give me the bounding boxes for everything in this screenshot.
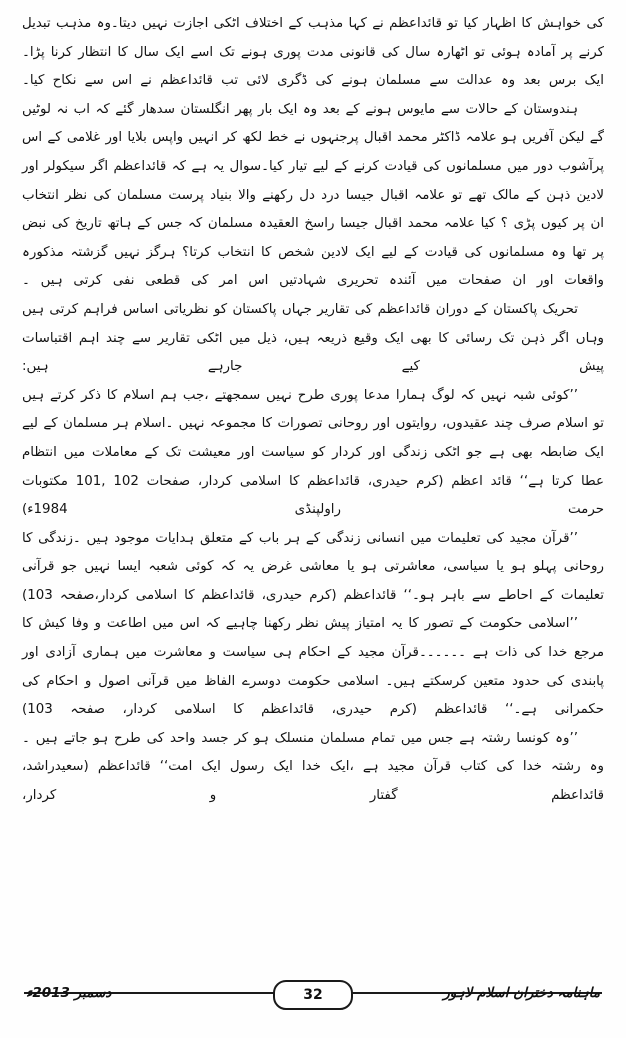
blockquote-quaid-1: ’’کوئی شبہ نہیں کہ لوگ ہمارا مدعا پوری طرح نہیں سمجھتے ،جب ہم اسلام کا ذکر کرتے ہیں تو اسلام صرف چند عقیدوں، روایتوں اور روحانی تصورات کا مجموعہ نہیں ۔اسلام ہر مسلمان کے لیے ایک ضابطہ بھی ہے جو اٹکی زندگی اور کردار کو سیاست اور معیشت تک کے معاملات میں انتظام عطا کرتا ہے‘‘ قائد اعظم (کرم حیدری، قائداعظم کا اسلامی کردار، صفحات 102 ,101 مکتوبات حرمت راولپنڈی 1984ء) [22,387,604,518]
footer-magazine-title: ماہنامہ دختران اسلام لاہور [443,985,600,1001]
page-number: 32 [273,980,353,1010]
paragraph-body: ہندوستان کے حالات سے مایوس ہونے کے بعد وہ ایک بار پھر انگلستان سدھار گئے کہ اب نہ لوٹیں گے لیکن آفریں ہو علامہ ڈاکٹر محمد اقبال پرجنہوں نے خط لکھ کر انہیں واپس بلایا اور غلامی کے اس پرآشوب دور میں مسلمانوں کی قیادت کرنے کے لیے تیار کیا۔سوال یہ ہے کہ قائداعظم اگر سیکولر اور لادین ذہن کے مالک تھے تو علامہ اقبال جیسا درد دل رکھنے والا بنیاد پرست مسلمان کی نظر انتخاب ان پر کیوں پڑی ؟ کیا علامہ محمد اقبال جیسا راسخ العقیدہ مسلمان کہ جس کے ہاتھ تاریخ کی نبض پر تھا وہ مسلمانوں کی قیادت کے لیے ایک لادین شخص کا انتخاب کرتا؟ ہرگز نہیں گزشتہ مذکورہ واقعات اور ان صفحات میں آئندہ تحریری شہادتیں اس امر کی قطعی نفی کرتی ہیں ۔ [22,101,604,289]
page-content [22,10,604,968]
page-footer [0,980,626,1024]
blockquote-quaid-4: ’’وہ کونسا رشتہ ہے جس میں تمام مسلمان منسلک ہو کر جسد واحد کی طرح ہو جاتے ہیں ۔وہ رشتہ خدا کی کتاب قرآن مجید ہے ،ایک خدا ایک رسول ایک امت‘‘ قائداعظم (سعیدراشد، قائداعظم گفتار و کردار، [22,730,604,804]
paragraph-body: تحریک پاکستان کے دوران قائداعظم کی تقاریر جہاں پاکستان کو نظریاتی اساس فراہم کرتی ہیں وہاں اگر ذہن تک رسائی کا بھی ایک وقیع ذریعہ ہیں، ذیل میں اٹکی تقاریر سے چند اہم اقتباسات پیش کیے جارہے ہیں: [22,301,604,375]
footer-issue-date: دسمبر 2013ء [26,985,112,1001]
blockquote-quaid-2: ’’قرآن مجید کی تعلیمات میں انسانی زندگی کے ہر باب کے متعلق ہدایات موجود ہیں ۔زندگی کا روحانی پہلو ہو یا سیاسی، معاشرتی ہو یا معاشی غرض یہ کہ کوئی شعبہ ایسا نہیں جو قرآنی تعلیمات کے احاطے سے باہر ہو۔‘‘ قائداعظم (کرم حیدری، قائداعظم کا اسلامی کردار،صفحہ 103) [22,530,604,603]
paragraph-continuation: کی خواہش کا اظہار کیا تو قائداعظم نے کہا مذہب کے اختلاف اٹکی اجازت نہیں دیتا۔وہ مذہب تبدیل کرنے پر آمادہ ہوئی تو اٹھارہ سال کی قانونی مدت پوری ہونے تک اسے ایک سال کا انتظار کرنا پڑا۔ایک برس بعد وہ عدالت سے مسلمان ہونے کی ڈگری لائی تب قائداعظم نے اس سے نکاح کیا۔ [22,16,604,89]
blockquote-quaid-3: ’’اسلامی حکومت کے تصور کا یہ امتیاز پیش نظر رکھنا چاہیے کہ اس میں اطاعت و وفا کیش کا مرجع خدا کی ذات ہے ۔۔۔۔۔۔قرآن مجید کے احکام ہی سیاست و معاشرت میں ہماری آزادی اور پابندی کی حدود متعین کرسکتے ہیں۔ اسلامی حکومت دوسرے الفاظ میں قرآنی اصول و احکام کی حکمرانی ہے۔‘‘ قائداعظم (کرم حیدری، قائداعظم کا اسلامی کردار، صفحہ 103) [22,616,604,718]
